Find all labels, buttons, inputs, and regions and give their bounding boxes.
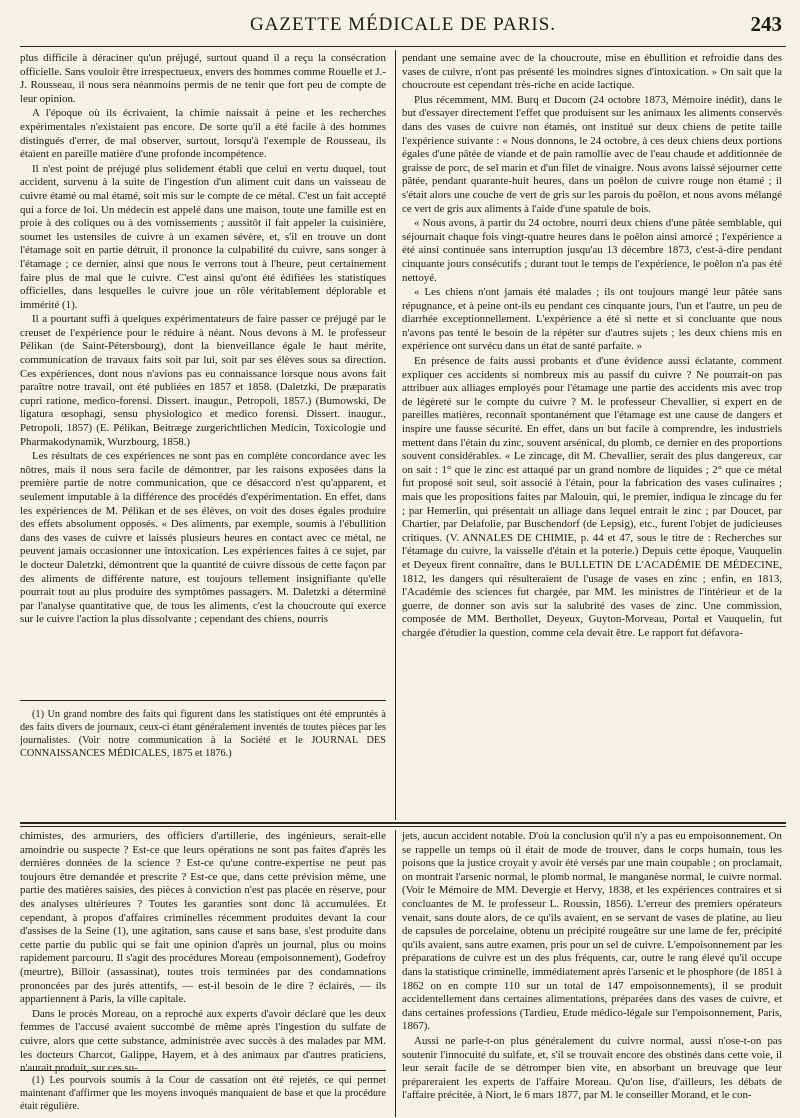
footnote-rule (20, 1070, 386, 1071)
paragraph: jets, aucun accident notable. D'où la conclusion qu'il n'y a pas eu empoisonnement. On se rappelle un temps où il était de mode de trouver, dans le corps humain, tous les poisons que la justice croyait y avoir été versés par une main coupable ; on proclamait, on montrait l'arsenic normal, le plomb normal, le manganèse normal, le cuivre normal. (Voir le Mémoire de MM. Devergie et Hervy, 1838, et les expériences contraires et si concluantes de M. le professeur L. Roussin, 1856). L'erreur des premiers opérateurs venait, sans doute alors, de ce qu'ils avaient, en se servant de vases de platine, au lieu de capsules de porcelaine, obtenu un précipité rougeâtre sur une lame de fer, précipité qu'ils avaient, sans autre examen, pris pour un sel de cuivre. L'empoisonnement par les préparations de cuivre est un des plus fréquents, car, outre le rang élevé qu'il occupe dans la statistique criminelle, immédiatement après l'arsenic et le phosphore (de 1851 à 1862 on en compte 110 sur un total de 147 empoisonnements), il se produit accidentellement dans certaines alimentations, préparées dans des vases de cuivre, et dans certaines professions (Tardieu, Etude médico-légale sur l'empoisonnement, Paris, 1867). (402, 830, 782, 1033)
paragraph: pendant une semaine avec de la choucroute, mise en ébullition et refroidie dans des vases de cuivre, n'ont pas présenté les moindres signes d'intoxication. » On sait que la choucroute est cependant très-riche en acide lactique. (402, 52, 782, 92)
footnote-top-left (20, 708, 386, 808)
column-divider (395, 830, 396, 1117)
paragraph: Aussi ne parle-t-on plus généralement du cuivre normal, aussi n'ose-t-on pas soutenir l'innocuité du sulfate, et, s'il se trouvait encore des obstinés dans cette voie, il leur serait facile de se détromper bien vite, en absorbant un breuvage que leur prépareraient les experts de l'affaire Moreau. Qu'on lise, d'ailleurs, les débats de l'affaire précitée, à Niort, le 6 mars 1877, par M. le conseiller Morand, et le con- (402, 1034, 782, 1102)
footnote-text: (1) Les pourvois soumis à la Cour de cassation ont été rejetés, ce qui permet maintenant d'affirmer que les moyens invoqués manquaient de base et que la procédure était régulière. (20, 1075, 386, 1112)
column-divider (395, 50, 396, 820)
section-rule (20, 822, 786, 824)
column-bottom-right (402, 830, 782, 1115)
header-rule (20, 46, 786, 47)
page-header (20, 8, 786, 42)
page-title: GAZETTE MÉDICALE DE PARIS. (249, 14, 557, 35)
paragraph: Il n'est point de préjugé plus solidement établi que celui en vertu duquel, tout accident, survenu à la suite de l'ingestion d'un aliment cuit dans un vaisseau de cuivre étamé ou mal étamé, soit mis sur le compte de ce métal. C'est un fait accepté qui a force de loi. Un médecin est appelé dans une maison, toute une famille est en proie à des coliques ou à des vomissements ; aussitôt il fait appeler la cuisinière, soumet les ustensiles de cuivre à un examen sévère, et, s'il en trouve un dont l'étamage soit en partie détruit, il prononce la culpabilité du cuivre, sans songer à l'étamage ; ce dernier, ainsi que nous le verrons tout à l'heure, peut certainement faire plus de mal que le cuivre. C'est ainsi qu'ont été édifiées les statistiques officielles, dans lesquelles le cuivre joue un rôle véritablement déplorable et immérité (1). (20, 162, 386, 311)
paragraph: « Les chiens n'ont jamais été malades ; ils ont toujours mangé leur pâtée sans répugnance, et à peine ont-ils eu pendant ces cinquante jours, l'un et l'autre, un peu de diarrhée exceptionnellement. L'expérience a été si nette et si concluante que nous n'avons pas tenté le besoin de la répéter sur d'autres sujets ; les deux chiens mis en expérience ont survécu dans un état de santé parfaite. » (402, 286, 782, 353)
column-top-right (402, 52, 782, 815)
page-number: 243 (750, 12, 782, 36)
footnote-text: (1) Un grand nombre des faits qui figurent dans les statistiques ont été empruntés à des faits divers de journaux, ceux-ci étant généralement inventés de toutes pièces par les journalistes. (Voir notre communication à la Société et le JOURNAL DES CONNAISSANCES MÉDICALES, 1875 et 1876.) (20, 709, 386, 759)
footnote-bottom-left (20, 1074, 386, 1118)
paragraph: « Nous avons, à partir du 24 octobre, nourri deux chiens d'une pâtée semblable, qui séjournait chaque fois vingt-quatre heures dans le poêlon ainsi amorcé ; l'expérience a été ainsi continuée sans interruption jusqu'au 13 décembre 1873, c'est-à-dire pendant cinquante jours consécutifs ; durant tout le temps de l'expérience, le poêlon n'a pas été nettoyé. (402, 217, 782, 284)
footnote-rule (20, 700, 386, 701)
column-top-left (20, 52, 386, 696)
section-rule-thin (20, 826, 786, 827)
paragraph: En présence de faits aussi probants et d'une évidence aussi éclatante, comment expliquer ces accidents si nombreux mis au passif du cuivre ? Ne pourrait-on pas attribuer aux alliages employés pour l'étamage une partie des accidents mis avec trop de légèreté sur le compte du cuivre ? M. le professeur Chevallier, si expert en de pareilles matières, reconnaît spontanément que l'étamage est une cause de dangers et inspire une fausse sécurité. En effet, dans un but facile à comprendre, les industriels mettent dans l'étain du zinc, souvent arsénical, du plomb, ce dernier en des proportions souvent considérables. « Le zincage, dit M. Chevallier, serait des plus dangereux, car on sait : 1° que le zinc est attaqué par un grand nombre de liquides ; 2° que ce métal fut proposé soit seul, soit associé à l'étain, pour la fabrication des vases culinaires ; mais que les propositions faites par Malouin, qui, le premier, indiqua le zincage du fer ; par Hemerlin, qui présentait un alliage dans lequel entrait le zinc ; par Doucet, par Chartier, par Delafolie, par Buschendorf (de Lepsig), etc., furent l'objet de judicieuses critiques. (V. ANNALES DE CHIMIE, p. 44 et 47, sous le titre de : Recherches sur l'étamage du cuivre, la vaisselle d'étain et la poterie.) Depuis cette époque, Vauquelin et Deyeux firent connaître, dans le BULLETIN DE L'ACADÉMIE DE MÉDECINE, 1812, les dangers qui résulteraient de l'usage de vases en zinc ; enfin, en 1813, l'Académie des sciences fut chargée, par MM. les ministres de l'intérieur et de la guerre, de donner son avis sur la salubrité des vases de zinc. Une commission, composée de MM. Berthollet, Deyeux, Guyton-Morveau, Portal et Vauquelin, fut chargée d'étudier la question, comme cela devait être. Le rapport fut défavora- (402, 355, 782, 639)
paragraph: chimistes, des armuriers, des officiers d'artillerie, des ingénieurs, serait-elle amoindrie ou suspecte ? Est-ce que leurs opérations ne sont pas faites d'après les dernières données de la science ? Est-ce qu'une contre-expertise ne peut pas toujours être demandée et prescrite ? Est-ce que, dans cette prévision même, une partie des matières saisies, des pièces à conviction n'est pas placée en réserve, pour des analyses ultérieures ? Toutes les garanties sont donc là accumulées. Et cependant, à propos d'affaires criminelles récemment produites devant la cour d'assises de la Seine (1), une agitation, sans cause et sans base, s'est produite dans cette partie du public qui se fait une opinion d'après un journal, plus ou moins rapidement parcouru. Il s'agit des procédures Moreau (empoisonnement), Godefroy (meurtre), Billoir (assassinat), toutes trois terminées par des condamnations prononcées par des jurés attentifs, — est-il besoin de le dire ? éclairés, — ils appartiennent à Paris, la ville capitale. (20, 830, 386, 1006)
column-bottom-left (20, 830, 386, 1075)
paragraph: Plus récemment, MM. Burq et Ducom (24 octobre 1873, Mémoire inédit), dans le but d'essayer directement l'effet que produisent sur les animaux les aliments conservés dans des vases de cuivre non étamés, ont institué sur deux chiens de petite taille l'expérience suivante : « Nous donnons, le 24 octobre, à ces deux chiens deux portions égales d'une pâtée de viande et de pain ramollie avec de l'eau chaude et additionnée de graisse de porc, de sel marin et d'un filet de vinaigre. Nous avons laissé séjourner cette pâtée, pendant quarante-huit heures, dans un poêlon de cuivre rouge non étamé ; il s'était alors une couche de vert de gris sur les parois du poêlon, et nous avons mélangé ce vert de gris aux aliments à l'aide d'une spatule de bois. (402, 93, 782, 215)
paragraph: Il a pourtant suffi à quelques expérimentateurs de faire passer ce préjugé par le creuset de l'expérience pour le réduire à néant. Nous devons à M. le professeur Pélikan (de Saint-Pétersbourg), dont la bienveillance égale le haut mérite, communication de travaux faits soit par lui, soit par ses élèves sous sa direction. Ces expériences, dont nous n'avions pas eu connaissance lorsque nous avons fait paraître notre travail, ont été publiées en 1857 et 1858. (Daletzki, De præparatis cupri ratione, medico-forensi. Dissert. inaugur., Petropoli, 1857.) (Bumowski, De ligatura œsophagi, sensu physiologico et medico forensi. Dissert. inaugur., Petropoli, 1857) (E. Pélikan, Beitræge zurgerichtlichen Medicin, Toxicologie und Pharmakodynamik, Wurzbourg, 1858.) (20, 313, 386, 448)
paragraph: Dans le procès Moreau, on a reproché aux experts d'avoir déclaré que les deux femmes de l'accusé avaient succombé de même après l'ingestion du sulfate de cuivre, alors que cette substance, administrée avec succès à des malades par MM. les docteurs Charcot, Galippe, Hayem, et à des animaux par d'autres praticiens, n'aurait produit, sur ces su- (20, 1007, 386, 1075)
paragraph: plus difficile à déraciner qu'un préjugé, surtout quand il a reçu la consécration officielle. Sans vouloir être irrespectueux, envers des hommes comme Rouelle et J.-J. Rousseau, il nous sera néanmoins permis de ne tenir que fort peu de compte de leur opinion. (20, 52, 386, 105)
paragraph: A l'époque où ils écrivaient, la chimie naissait à peine et les recherches expérimentales n'existaient pas encore. De sorte qu'il a été facile à des hommes distingués d'errer, de mal observer, surtout, lorsqu'à l'exemple de Rousseau, ils étaient en pareille matière d'une profonde incompétence. (20, 107, 386, 161)
paragraph: Les résultats de ces expériences ne sont pas en complète concordance avec les nôtres, mais il nous sera facile de démontrer, par les raisons exposées dans la première partie de notre communication, que ce désaccord n'est qu'apparent, et seulement imputable à la différence des procédés d'expérimentation. En effet, dans les expériences de M. Pélikan et de ses élèves, on voit des doses égales produire des effets absolument opposés. « Des aliments, par exemple, soumis à l'ébullition dans des vases de cuivre et laissés plusieurs heures en contact avec ce métal, ne peuvent jamais occasionner une intoxication. Les expériences faites à ce sujet, par le docteur Daletzki, démontrent que la quantité de cuivre dissous de cette façon par des aliments de différente nature, est toujours tellement insignifiante qu'elle pourrait tout au plus produire des symptômes passagers. M. Daletzki a déterminé par l'analyse quantitative que, de tous les aliments, c'est la choucroute qui exerce sur le cuivre l'action la plus dissolvante ; cependant des chiens, nourris (20, 450, 386, 626)
